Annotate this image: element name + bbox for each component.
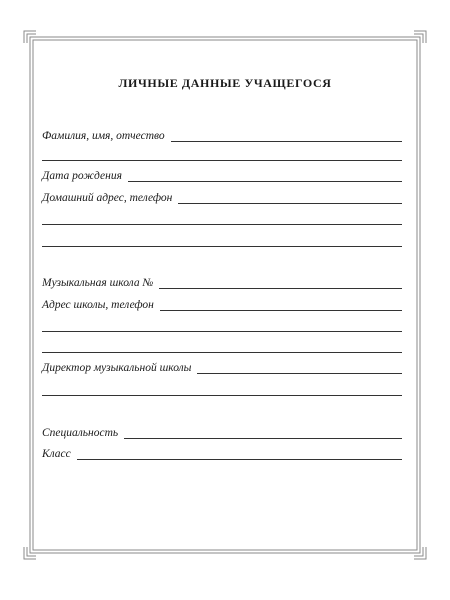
full-name-input-line[interactable] [171,141,402,142]
blank-line[interactable] [42,352,402,353]
music-school-input-line[interactable] [159,288,402,289]
director-input-line[interactable] [197,373,402,374]
music-school-label: Музыкальная школа № [42,277,154,289]
class-field [42,446,402,462]
full-name-label: Фамилия, имя, отчество [42,130,165,142]
director-label: Директор музыкальной школы [42,362,192,374]
blank-line[interactable] [42,395,402,396]
school-address-label: Адрес школы, телефон [42,299,154,311]
blank-line[interactable] [42,331,402,332]
full-name-field [42,128,402,144]
blank-line[interactable] [42,246,402,247]
birth-date-label: Дата рождения [42,170,122,182]
specialty-field [42,425,402,441]
home-address-label: Домашний адрес, телефон [42,192,173,204]
specialty-input-line[interactable] [124,438,402,439]
blank-line[interactable] [42,224,402,225]
form-title: ЛИЧНЫЕ ДАННЫЕ УЧАЩЕГОСЯ [118,76,332,90]
director-field [42,360,402,376]
music-school-field [42,275,402,291]
specialty-label: Специальность [42,427,119,439]
school-address-input-line[interactable] [160,310,402,311]
birth-date-field [42,168,402,184]
class-input-line[interactable] [77,459,402,460]
school-address-field [42,297,402,313]
class-label: Класс [42,448,71,460]
home-address-input-line[interactable] [178,203,402,204]
birth-date-input-line[interactable] [128,181,402,182]
home-address-field [42,190,402,206]
blank-line[interactable] [42,160,402,161]
